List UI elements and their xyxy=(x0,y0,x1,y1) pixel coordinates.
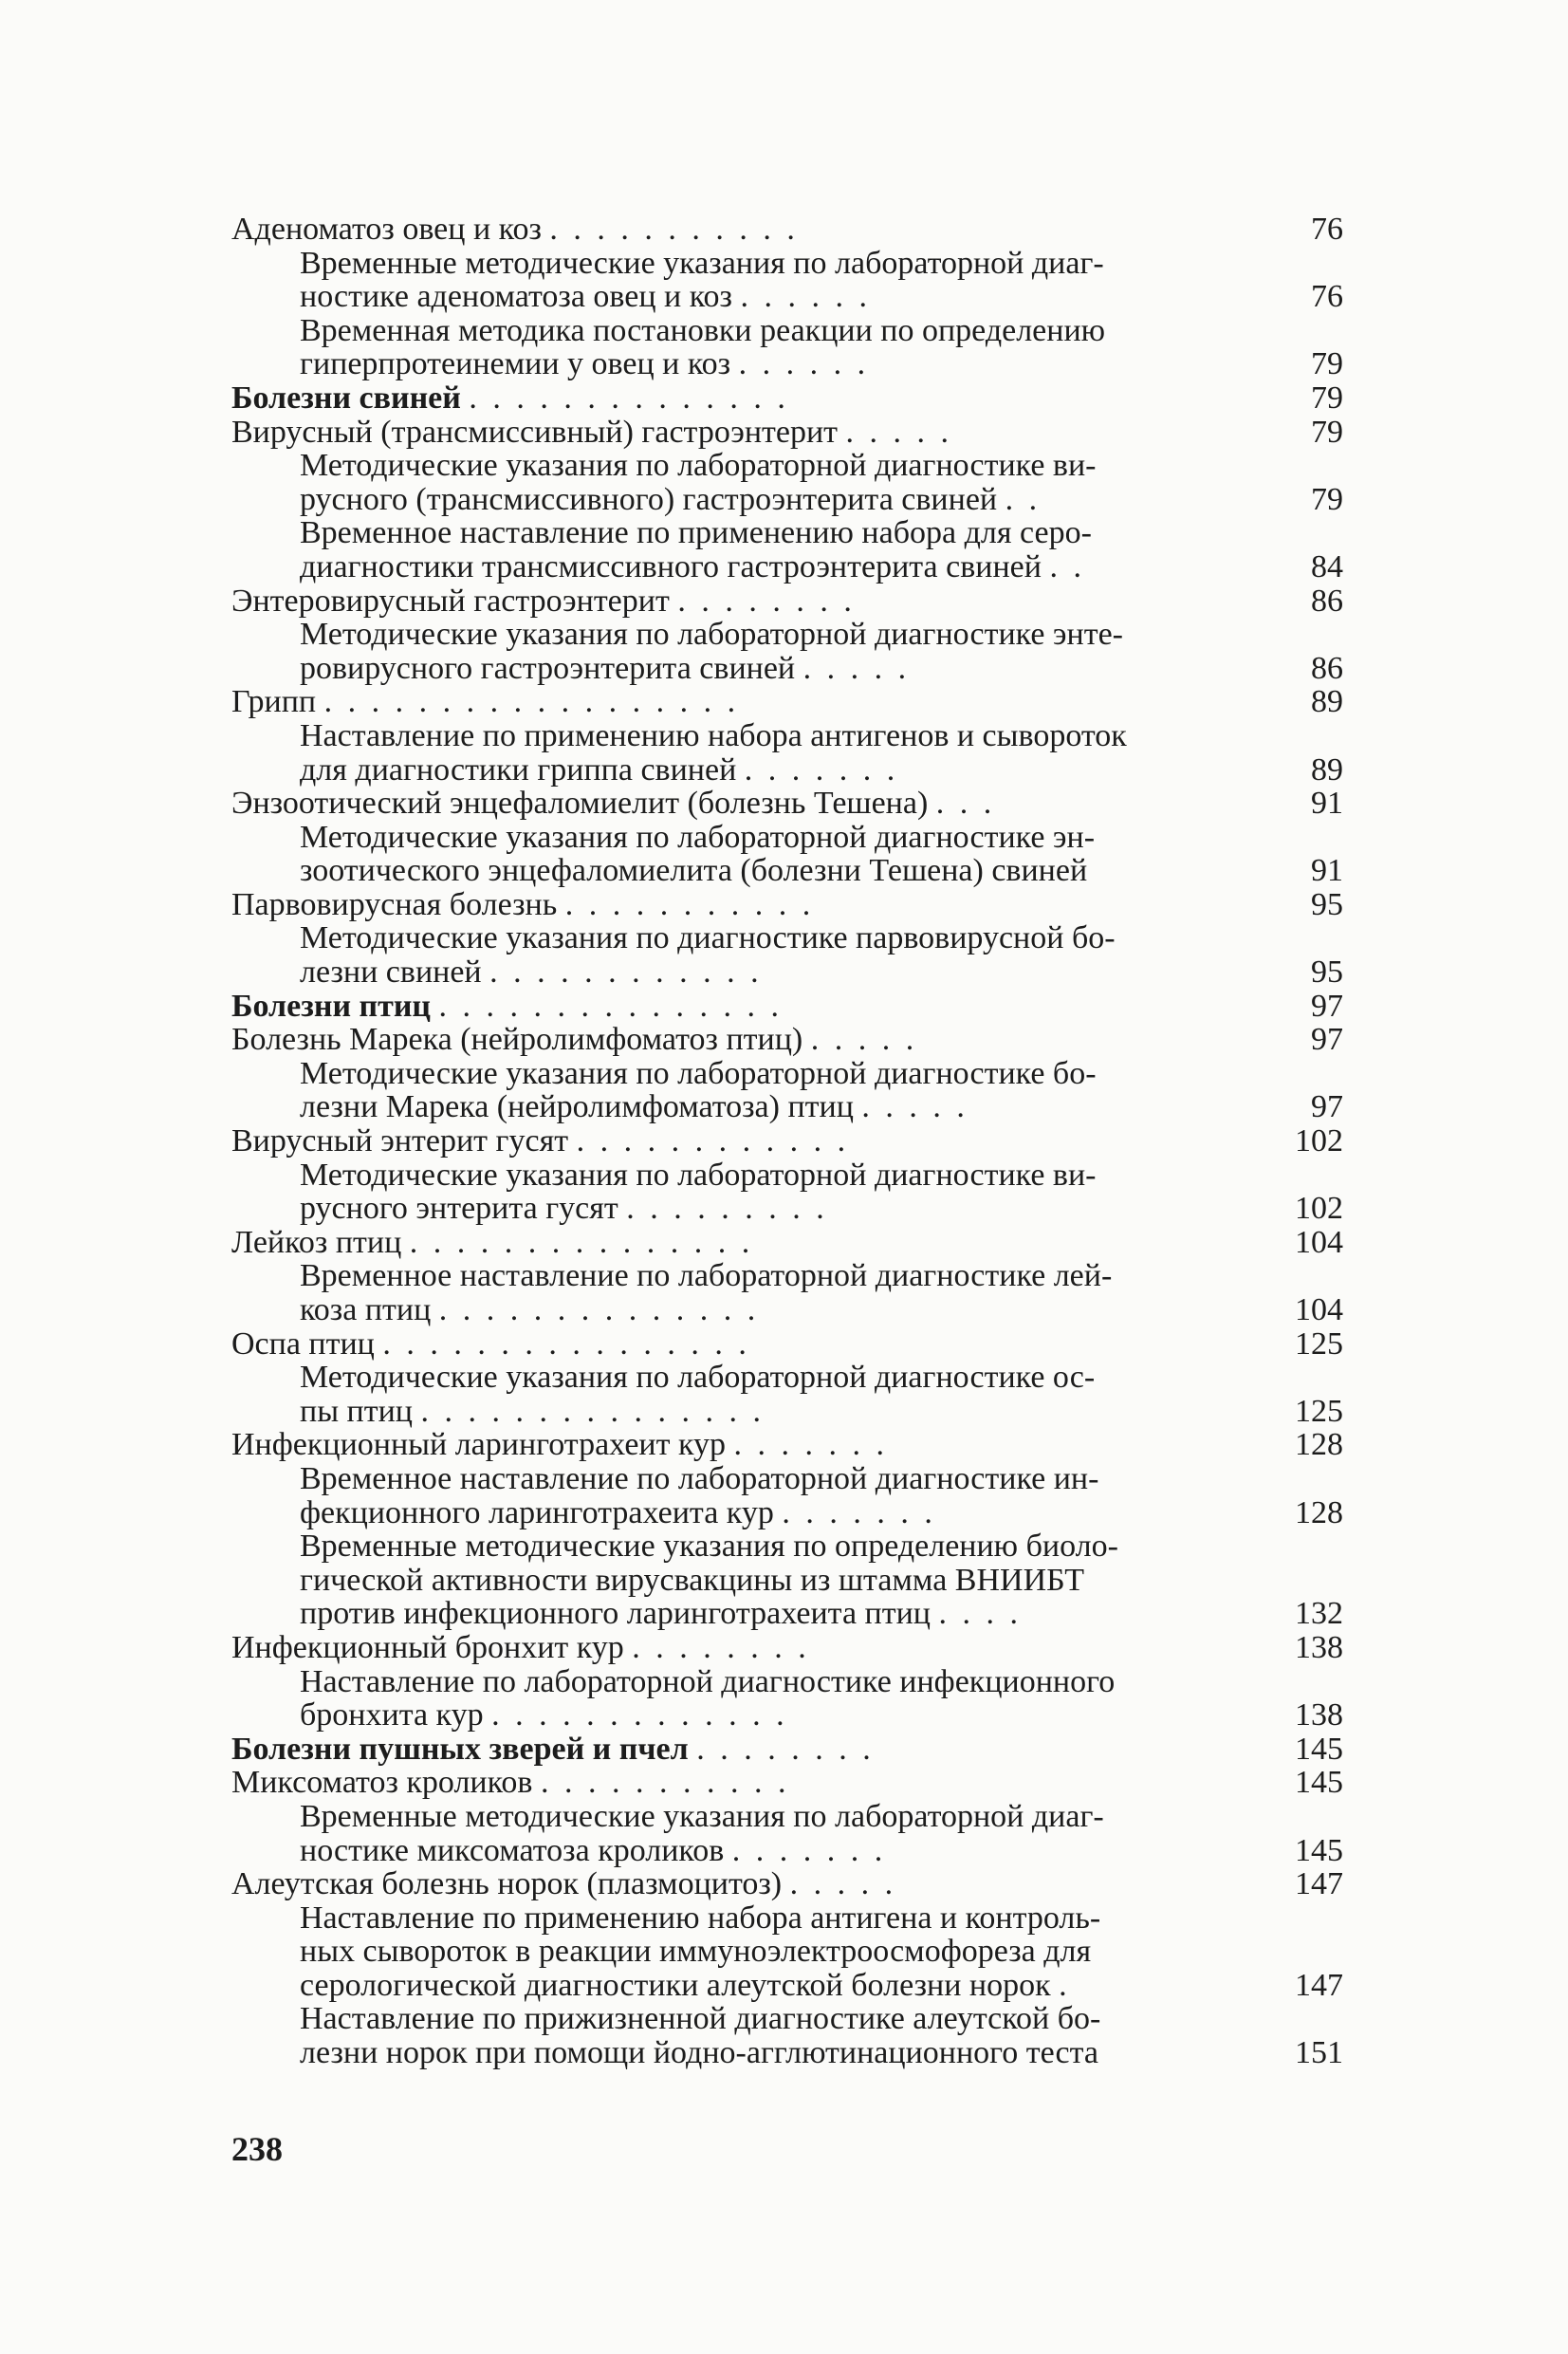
entry-title: Методические указания по лабораторной диагностике энте- xyxy=(300,617,1123,653)
entry-title: ровирусного гастроэнтерита свиней xyxy=(300,650,796,686)
entry-page-number: 102 xyxy=(1295,1123,1343,1159)
entry-page-number: 79 xyxy=(1311,380,1343,416)
entry-title: гиперпротеинемии у овец и коз xyxy=(300,346,731,382)
entry-title: русного (трансмиссивного) гастроэнтерита свиней xyxy=(300,481,998,517)
entry-title: Болезнь Марека (нейролимфоматоз птиц) xyxy=(231,1022,803,1058)
entry-page-number: 84 xyxy=(1311,548,1343,584)
entry-title: Методические указания по лабораторной диагностике ви- xyxy=(300,1157,1097,1193)
entry-page-number: 145 xyxy=(1295,1765,1343,1801)
entry-page-number: 76 xyxy=(1311,279,1343,315)
entry-page-number: 79 xyxy=(1311,481,1343,517)
entry-title: Болезни свиней xyxy=(231,380,461,416)
toc-subentry xyxy=(231,449,1343,516)
entry-title: лезни Марека (нейролимфоматоза) птиц xyxy=(300,1089,854,1125)
dot-leader: . . . . . xyxy=(861,1089,968,1125)
entry-page-number: 86 xyxy=(1311,650,1343,686)
entry-title: Методические указания по лабораторной диагностике ви- xyxy=(300,448,1097,484)
entry-title: Парвовирусная болезнь xyxy=(231,886,558,922)
entry-page-number: 125 xyxy=(1295,1393,1343,1429)
entry-page-number: 102 xyxy=(1295,1191,1343,1227)
entry-title: Временные методические указания по лабораторной диаг- xyxy=(300,245,1104,281)
entry-page-number: 145 xyxy=(1295,1731,1343,1767)
entry-page-number: 79 xyxy=(1311,414,1343,450)
toc-entry xyxy=(231,1733,1343,1767)
dot-leader: . . . . . . . . . . . . . xyxy=(491,1697,788,1733)
toc-entry xyxy=(231,416,1343,450)
toc-entry xyxy=(231,1023,1343,1057)
entry-title: Оспа птиц xyxy=(231,1325,375,1362)
page-number: 238 xyxy=(231,2130,283,2168)
toc-subentry xyxy=(231,821,1343,888)
entry-title: Болезни пушных зверей и пчел xyxy=(231,1731,689,1767)
entry-title: серологической диагностики алеутской болезни норок xyxy=(300,1967,1051,2003)
entry-page-number: 138 xyxy=(1295,1697,1343,1733)
dot-leader: . . . . . . . . . xyxy=(626,1191,828,1227)
entry-page-number: 104 xyxy=(1295,1224,1343,1260)
entry-title: Методические указания по диагностике парвовирусной бо- xyxy=(300,920,1116,956)
dot-leader: . . . . . . . xyxy=(782,1494,936,1530)
entry-title: Наставление по прижизненной диагностике алеутской бо- xyxy=(300,2001,1101,2037)
entry-title: русного энтерита гусят xyxy=(300,1191,618,1227)
dot-leader: . . . . . . . . . . . . xyxy=(576,1123,850,1159)
dot-leader: . . . . . . . . . . . . . . . xyxy=(420,1393,765,1429)
dot-leader: . . xyxy=(1049,548,1085,584)
entry-title: лезни норок при помощи йодно-агглютинационного теста xyxy=(300,2035,1099,2071)
dot-leader: . . . . . . . . . . . . . . xyxy=(438,1292,760,1327)
toc-entry xyxy=(231,990,1343,1024)
entry-page-number: 97 xyxy=(1311,1022,1343,1058)
toc-subentry xyxy=(231,2002,1343,2069)
entry-title: Алеутская болезнь норок (плазмоцитоз) xyxy=(231,1866,783,1902)
toc-subentry xyxy=(231,1158,1343,1226)
dot-leader: . . . . . . . xyxy=(733,1427,889,1463)
toc-entry xyxy=(231,381,1343,416)
toc-subentry xyxy=(231,921,1343,989)
entry-page-number: 145 xyxy=(1295,1832,1343,1868)
entry-title: Наставление по лабораторной диагностике инфекционного xyxy=(300,1663,1116,1699)
entry-page-number: 89 xyxy=(1311,751,1343,788)
dot-leader: . . . . . . . xyxy=(731,1832,887,1868)
dot-leader: . . . . . xyxy=(845,414,953,450)
toc-entry xyxy=(231,1428,1343,1462)
entry-title: Временные методические указания по лабораторной диаг- xyxy=(300,1798,1104,1834)
dot-leader: . . . . . . . . . . . . . . . . xyxy=(382,1325,750,1362)
toc-entry xyxy=(231,1124,1343,1158)
entry-title: Лейкоз птиц xyxy=(231,1224,402,1260)
toc-subentry xyxy=(231,247,1343,314)
dot-leader: . . . . . . . . . . . . . . . xyxy=(438,988,784,1024)
entry-page-number: 125 xyxy=(1295,1325,1343,1362)
dot-leader: . . . . . . . . . . . . . . . xyxy=(409,1224,754,1260)
dot-leader: . . xyxy=(1005,481,1042,517)
dot-leader: . . . . . . xyxy=(738,346,870,382)
dot-leader: . . . . . xyxy=(789,1866,897,1902)
toc-entry xyxy=(231,1631,1343,1665)
toc-subentry xyxy=(231,1361,1343,1428)
toc-subentry xyxy=(231,1057,1343,1124)
dot-leader: . . . . . . . . . . . . . . . . . . xyxy=(323,684,740,720)
entry-title: бронхита кур xyxy=(300,1697,484,1733)
entry-title: Аденоматоз овец и коз xyxy=(231,212,542,247)
entry-title: Временные методические указания по определению биоло- xyxy=(300,1529,1118,1565)
entry-page-number: 86 xyxy=(1311,583,1343,619)
entry-title: Грипп xyxy=(231,684,317,720)
entry-page-number: 97 xyxy=(1311,1089,1343,1125)
entry-page-number: 128 xyxy=(1295,1494,1343,1530)
toc-entry xyxy=(231,787,1343,821)
dot-leader: . . . . . . . . . . . . . . xyxy=(469,380,789,416)
dot-leader: . . . . . . . . . . . xyxy=(549,212,799,247)
entry-title: ностике миксоматоза кроликов xyxy=(300,1832,725,1868)
entry-page-number: 76 xyxy=(1311,212,1343,247)
entry-title: Болезни птиц xyxy=(231,988,432,1024)
entry-title: ностике аденоматоза овец и коз xyxy=(300,279,732,315)
entry-title: Энтеровирусный гастроэнтерит xyxy=(231,583,670,619)
toc-subentry xyxy=(231,1665,1343,1733)
entry-title: Инфекционный ларинготрахеит кур xyxy=(231,1427,727,1463)
entry-title: Вирусный энтерит гусят xyxy=(231,1123,569,1159)
entry-title: гической активности вирусвакцины из штамма ВНИИБТ xyxy=(300,1562,1084,1598)
table-of-contents xyxy=(231,213,1343,2070)
dot-leader: . . . . . . . . . . . xyxy=(564,886,815,922)
toc-subentry xyxy=(231,314,1343,381)
toc-subentry xyxy=(231,1259,1343,1326)
entry-title: Энзоотический энцефаломиелит (болезнь Тешена) xyxy=(231,786,929,822)
entry-page-number: 147 xyxy=(1295,1866,1343,1902)
toc-entry xyxy=(231,1327,1343,1362)
entry-title: Методические указания по лабораторной диагностике ос- xyxy=(300,1360,1096,1396)
entry-page-number: 138 xyxy=(1295,1629,1343,1665)
entry-title: диагностики трансмиссивного гастроэнтерита свиней xyxy=(300,548,1042,584)
toc-subentry xyxy=(231,618,1343,685)
entry-title: лезни свиней xyxy=(300,955,482,991)
toc-entry xyxy=(231,1867,1343,1901)
toc-entry xyxy=(231,685,1343,719)
toc-entry xyxy=(231,584,1343,619)
toc-entry xyxy=(231,1766,1343,1800)
dot-leader: . . . . . . . . xyxy=(677,583,856,619)
toc-entry xyxy=(231,213,1343,247)
dot-leader: . . . . . xyxy=(802,650,911,686)
dot-leader: . . . . . . . . xyxy=(632,1629,810,1665)
entry-title: Инфекционный бронхит кур xyxy=(231,1629,624,1665)
entry-title: для диагностики гриппа свиней xyxy=(300,751,737,788)
dot-leader: . . . . . xyxy=(810,1022,918,1058)
entry-title: Временная методика постановки реакции по определению xyxy=(300,312,1106,348)
entry-page-number: 95 xyxy=(1311,886,1343,922)
toc-subentry xyxy=(231,1901,1343,2003)
toc-subentry xyxy=(231,1529,1343,1631)
toc-subentry xyxy=(231,1462,1343,1529)
entry-page-number: 91 xyxy=(1311,853,1343,889)
toc-entry xyxy=(231,1226,1343,1260)
dot-leader: . . . . . . . . xyxy=(696,1731,875,1767)
entry-page-number: 128 xyxy=(1295,1427,1343,1463)
entry-page-number: 79 xyxy=(1311,346,1343,382)
entry-title: против инфекционного ларинготрахеита птиц xyxy=(300,1596,931,1632)
entry-page-number: 89 xyxy=(1311,684,1343,720)
toc-subentry xyxy=(231,516,1343,584)
entry-page-number: 104 xyxy=(1295,1292,1343,1327)
entry-title: Методические указания по лабораторной диагностике бо- xyxy=(300,1055,1097,1091)
entry-page-number: 132 xyxy=(1295,1596,1343,1632)
toc-subentry xyxy=(231,719,1343,787)
entry-title: ных сывороток в реакции иммуноэлектроосмофореза для xyxy=(300,1934,1092,1970)
entry-title: Временное наставление по лабораторной диагностике лей- xyxy=(300,1258,1113,1294)
entry-title: Вирусный (трансмиссивный) гастроэнтерит xyxy=(231,414,839,450)
entry-title: Миксоматоз кроликов xyxy=(231,1765,533,1801)
entry-title: Наставление по применению набора антигенов и сывороток xyxy=(300,717,1127,753)
entry-title: Наставление по применению набора антигена и контроль- xyxy=(300,1900,1101,1936)
entry-title: фекционного ларинготрахеита кур xyxy=(300,1494,774,1530)
dot-leader: . . . . . . xyxy=(740,279,871,315)
entry-page-number: 151 xyxy=(1295,2035,1343,2071)
dot-leader: . . . xyxy=(935,786,996,822)
entry-title: Временное наставление по применению набора для серо- xyxy=(300,515,1092,551)
entry-page-number: 97 xyxy=(1311,988,1343,1024)
dot-leader: . . . . . . . . . . . xyxy=(540,1765,790,1801)
toc-subentry xyxy=(231,1800,1343,1867)
entry-title: коза птиц xyxy=(300,1292,432,1327)
toc-entry xyxy=(231,888,1343,922)
entry-page-number: 91 xyxy=(1311,786,1343,822)
dot-leader: . . . . . . . . . . . . xyxy=(489,955,763,991)
dot-leader: . . . . xyxy=(938,1596,1022,1632)
entry-title: Временное наставление по лабораторной диагностике ин- xyxy=(300,1460,1099,1496)
entry-title: зоотического энцефаломиелита (болезни Тешена) свиней xyxy=(300,853,1088,889)
entry-page-number: 95 xyxy=(1311,955,1343,991)
entry-title: Методические указания по лабораторной диагностике эн- xyxy=(300,819,1096,855)
dot-leader: . xyxy=(1059,1967,1071,2003)
entry-title: пы птиц xyxy=(300,1393,413,1429)
dot-leader: . . . . . . . xyxy=(744,751,899,788)
entry-page-number: 147 xyxy=(1295,1967,1343,2003)
